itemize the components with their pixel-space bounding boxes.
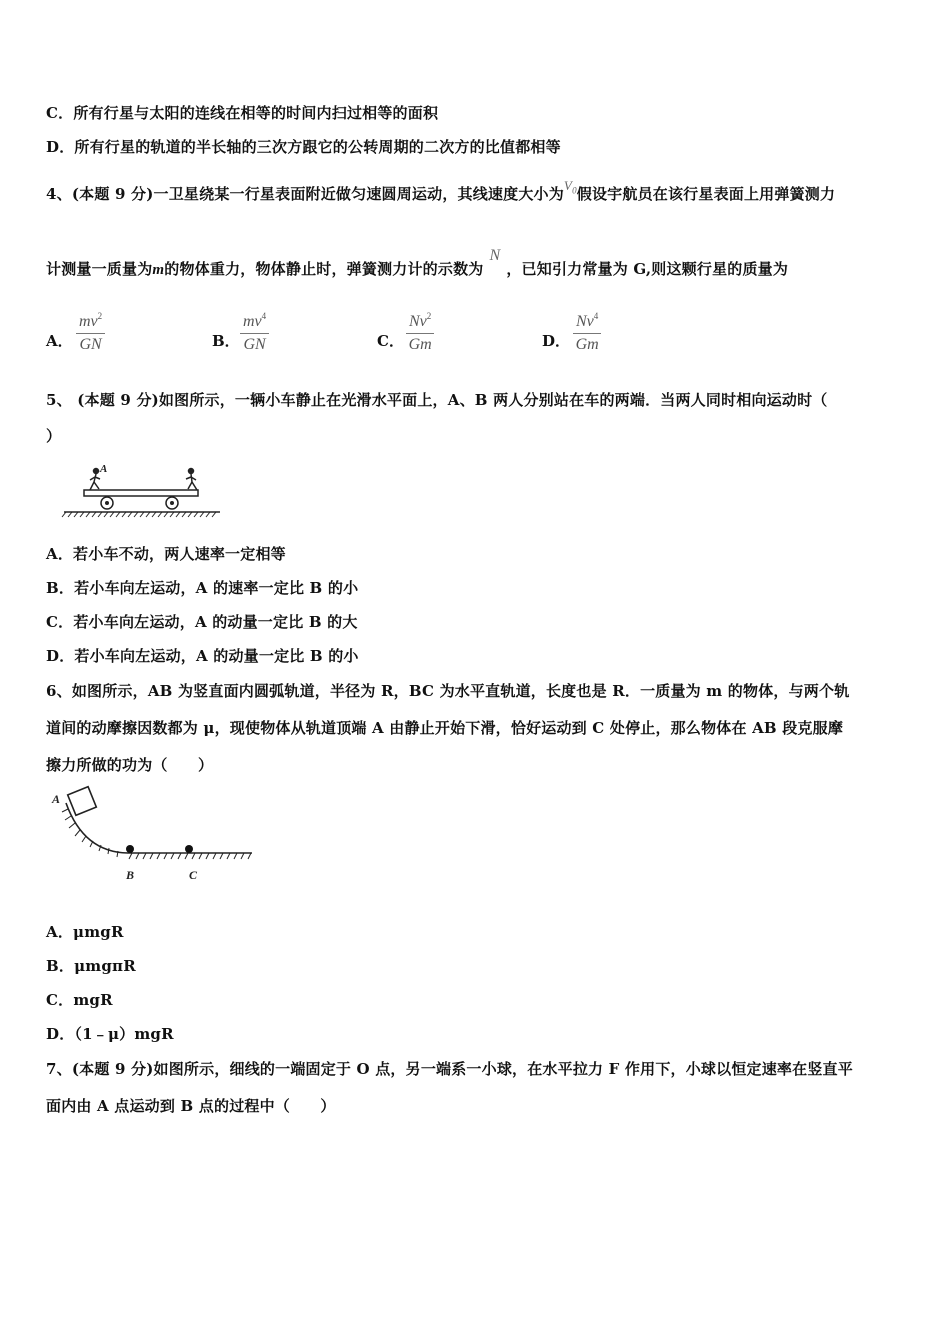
q7-stem-line1: 7、(本题 9 分)如图所示，细线的一端固定于 O 点，另一端系一小球，在水平拉力 F 作用下，小球以恒定速率在竖直平	[46, 1060, 853, 1078]
q5-stem-line1: 5、 (本题 9 分)如图所示，一辆小车静止在光滑水平面上，A、B 两人分别站在车的两端．当两人同时相向运动时（	[46, 391, 828, 409]
q3-option-c: C．所有行星与太阳的连线在相等的时间内扫过相等的面积	[46, 104, 439, 122]
q4-text-part: 计测量一质量为	[46, 260, 153, 278]
q4-text-part: 的物体重力，物体静止时，弹簧测力计的示数为	[164, 260, 484, 278]
q6-stem-line1: 6、如图所示，AB 为竖直面内圆弧轨道，半径为 R，BC 为水平直轨道，长度也是 R．一质量为 m 的物体，与两个轨	[46, 682, 850, 700]
num-text: mv	[243, 313, 262, 330]
q6-stem-line2: 道间的动摩擦因数都为 μ，现使物体从轨道顶端 A 由静止开始下滑，恰好运动到 C 处停止，那么物体在 AB 段克服摩	[46, 719, 844, 737]
N-symbol: N	[489, 247, 501, 264]
q4-option-d-fraction	[573, 307, 601, 354]
figure-label-a: A	[52, 792, 61, 806]
figure-label-c: C	[189, 868, 198, 882]
q4-option-a-label: A．	[46, 332, 73, 350]
numerator	[573, 307, 601, 334]
numerator	[240, 307, 269, 334]
q6-option-c: C．mgR	[46, 991, 113, 1009]
q5-stem-line2: ）	[46, 427, 62, 445]
q5-option-b: B．若小车向左运动，A 的速率一定比 B 的小	[46, 579, 359, 597]
q4-text-part: ，已知引力常量为 G,则这颗行星的质量为	[506, 260, 789, 278]
v0-subscript: 0	[572, 185, 577, 196]
q4-text-part: 假设宇航员在该行星表面上用弹簧测力	[576, 185, 836, 203]
q4-option-d-label: D．	[542, 332, 571, 350]
q6-option-d: D．（1﹣μ）mgR	[46, 1025, 174, 1043]
q6-option-b: B．μmgπR	[46, 957, 136, 975]
exponent: 4	[593, 311, 599, 321]
q4-stem-line1	[46, 178, 836, 205]
numerator	[76, 307, 105, 334]
m-symbol: m	[152, 262, 165, 278]
cart-figure	[60, 460, 225, 520]
q5-option-d: D．若小车向左运动，A 的动量一定比 B 的小	[46, 647, 359, 665]
num-text: Nv	[576, 313, 594, 330]
track-figure	[44, 785, 259, 885]
denominator: Gm	[408, 336, 432, 353]
figure-label-a: A	[100, 463, 108, 475]
q4-option-b-label: B．	[212, 332, 240, 350]
q4-option-a-fraction	[76, 307, 105, 354]
q5-option-a: A．若小车不动，两人速率一定相等	[46, 545, 286, 563]
q4-option-b-fraction	[240, 307, 269, 354]
q4-option-c-label: C．	[377, 332, 404, 350]
q4-text-part: 4、(本题 9 分)一卫星绕某一行星表面附近做匀速圆周运动，其线速度大小为	[46, 185, 564, 203]
numerator	[406, 307, 434, 334]
denominator: Gm	[575, 336, 599, 353]
denominator: GN	[79, 336, 102, 353]
q6-stem-line3: 擦力所做的功为（ ）	[46, 756, 214, 774]
exponent: 4	[261, 311, 267, 321]
q3-option-d: D．所有行星的轨道的半长轴的三次方跟它的公转周期的二次方的比值都相等	[46, 138, 561, 156]
q7-stem-line2: 面内由 A 点运动到 B 点的过程中（ ）	[46, 1097, 336, 1115]
num-text: mv	[79, 313, 98, 330]
v0-letter: V	[563, 178, 573, 193]
figure-label-b: B	[126, 868, 135, 882]
exponent: 2	[97, 311, 103, 321]
q4-stem-line2	[46, 247, 789, 279]
exponent: 2	[426, 311, 432, 321]
num-text: Nv	[409, 313, 427, 330]
q4-option-c-fraction	[406, 307, 434, 354]
denominator: GN	[243, 336, 266, 353]
q5-option-c: C．若小车向左运动，A 的动量一定比 B 的大	[46, 613, 358, 631]
q6-option-a: A．μmgR	[46, 923, 124, 941]
v0-symbol	[563, 178, 577, 196]
